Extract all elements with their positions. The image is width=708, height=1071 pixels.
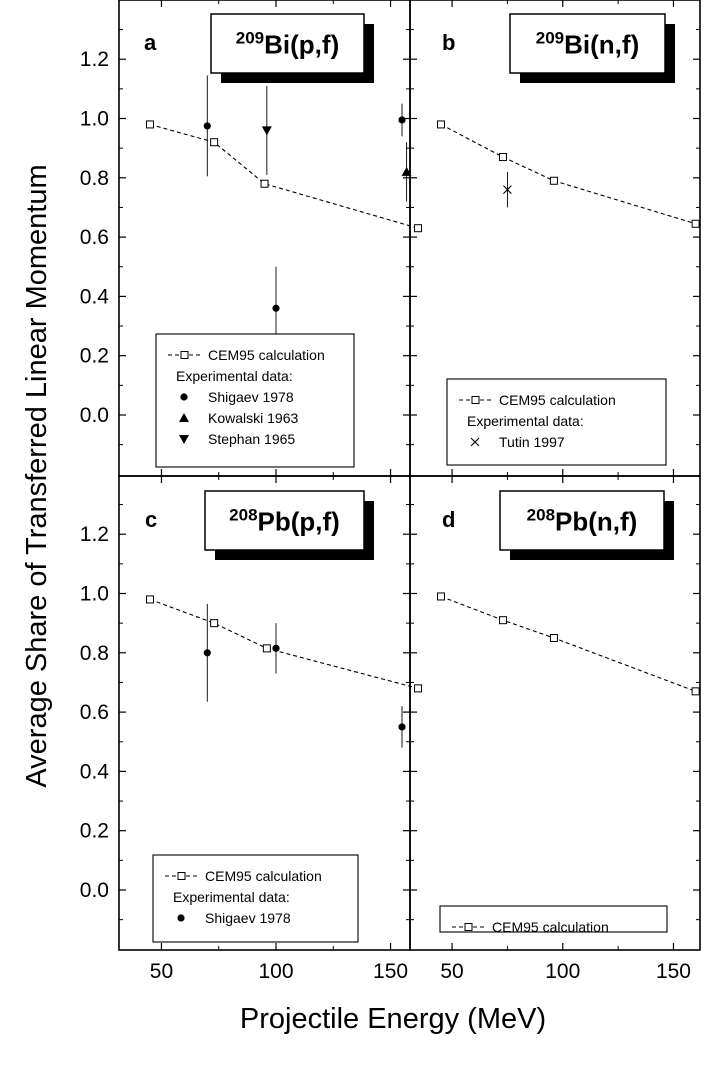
y-tick-label: 0.0 (79, 879, 109, 902)
x-tick-label: 150 (655, 960, 691, 983)
reaction-text: Pb(n,f) (555, 506, 638, 537)
series-shigaev-1978 (204, 76, 406, 350)
cem95-line (441, 124, 696, 223)
legend-label: CEM95 calculation (499, 392, 616, 408)
legend (440, 906, 667, 935)
panel-b (410, 0, 700, 476)
reaction-text: Bi(n,f) (564, 29, 640, 60)
data-point (398, 723, 405, 730)
legend-marker (177, 914, 184, 921)
reaction-text: Pb(p,f) (257, 506, 340, 537)
panels-container (80, 0, 700, 983)
y-tick-label: 0.2 (79, 819, 109, 843)
y-tick-label: 1.0 (79, 582, 109, 606)
x-axis-title: Projectile Energy (MeV) (239, 1003, 547, 1035)
panel-a (80, 0, 422, 476)
y-tick-label: 1.2 (79, 523, 109, 547)
reaction-mass-number: 208 (229, 505, 258, 525)
legend-marker (178, 873, 185, 880)
data-point (550, 634, 557, 641)
panel-letter: d (442, 507, 456, 532)
data-point (204, 649, 211, 656)
reaction-text: Bi(p,f) (264, 29, 340, 60)
data-point (272, 305, 279, 312)
legend-label: Experimental data: (467, 413, 584, 429)
series-stephan-1965 (262, 86, 272, 175)
legend (153, 855, 358, 942)
y-tick-label: 0.4 (79, 760, 109, 784)
legend-marker (180, 393, 187, 400)
legend-label: Experimental data: (173, 889, 290, 905)
legend-marker (465, 924, 472, 931)
legend-marker (472, 397, 479, 404)
y-tick-label: 1.0 (79, 107, 109, 131)
legend-label: Tutin 1997 (499, 434, 565, 450)
data-point (211, 620, 218, 627)
y-tick-label: 0.0 (79, 404, 109, 427)
reaction-mass-number: 209 (235, 28, 265, 48)
data-point (415, 685, 422, 692)
x-tick-label: 100 (545, 960, 581, 983)
legend-label: Kowalski 1963 (208, 410, 299, 426)
y-tick-label: 0.2 (79, 344, 109, 368)
panel-letter: b (442, 30, 456, 55)
cem95-line (150, 124, 418, 228)
x-tick-label: 150 (373, 960, 409, 983)
series-cem95-calculation (438, 121, 700, 227)
panel-c (80, 476, 422, 983)
data-point (211, 139, 218, 146)
data-point (415, 225, 422, 232)
reaction-mass-number: 209 (535, 28, 565, 48)
legend-label: CEM95 calculation (208, 347, 325, 363)
data-point (550, 177, 557, 184)
legend (156, 334, 354, 467)
legend-marker (181, 352, 188, 359)
series-cem95-calculation (147, 596, 422, 692)
data-point (263, 645, 270, 652)
data-point (692, 688, 699, 695)
data-point (147, 596, 154, 603)
panel-letter: a (144, 30, 157, 55)
legend-label: Shigaev 1978 (208, 389, 294, 405)
legend-label: Stephan 1965 (208, 431, 296, 447)
data-point (262, 126, 272, 135)
data-point (692, 220, 699, 227)
x-tick-label: 50 (149, 960, 174, 983)
data-point (204, 122, 211, 129)
data-point (398, 116, 405, 123)
series-cem95-calculation (147, 121, 422, 232)
data-point (438, 593, 445, 600)
x-tick-label: 50 (440, 960, 464, 983)
data-point (147, 121, 154, 128)
data-point (438, 121, 445, 128)
panel-letter: c (145, 507, 158, 532)
cem95-line (150, 599, 418, 688)
series-shigaev-1978 (204, 604, 406, 748)
y-tick-label: 0.6 (79, 226, 109, 250)
cem95-line (441, 596, 696, 691)
data-point (499, 617, 506, 624)
series-tutin-1997 (503, 172, 511, 208)
data-point (272, 645, 279, 652)
legend-label: Shigaev 1978 (205, 910, 291, 926)
y-tick-label: 0.8 (79, 166, 109, 190)
data-point (499, 154, 506, 161)
reaction-mass-number: 208 (526, 505, 556, 525)
legend (447, 379, 666, 465)
series-cem95-calculation (438, 593, 700, 695)
legend-label: Experimental data: (176, 368, 293, 384)
y-tick-label: 0.8 (79, 641, 109, 665)
legend-label: CEM95 calculation (492, 919, 609, 935)
y-tick-label: 0.6 (79, 701, 109, 725)
data-point (261, 180, 268, 187)
y-tick-label: 1.2 (79, 48, 109, 72)
panel-d (410, 476, 700, 983)
y-tick-label: 0.4 (79, 285, 109, 309)
y-axis-title: Average Share of Transferred Linear Momentum (21, 164, 53, 788)
x-tick-label: 100 (258, 960, 294, 983)
legend-label: CEM95 calculation (205, 868, 322, 884)
